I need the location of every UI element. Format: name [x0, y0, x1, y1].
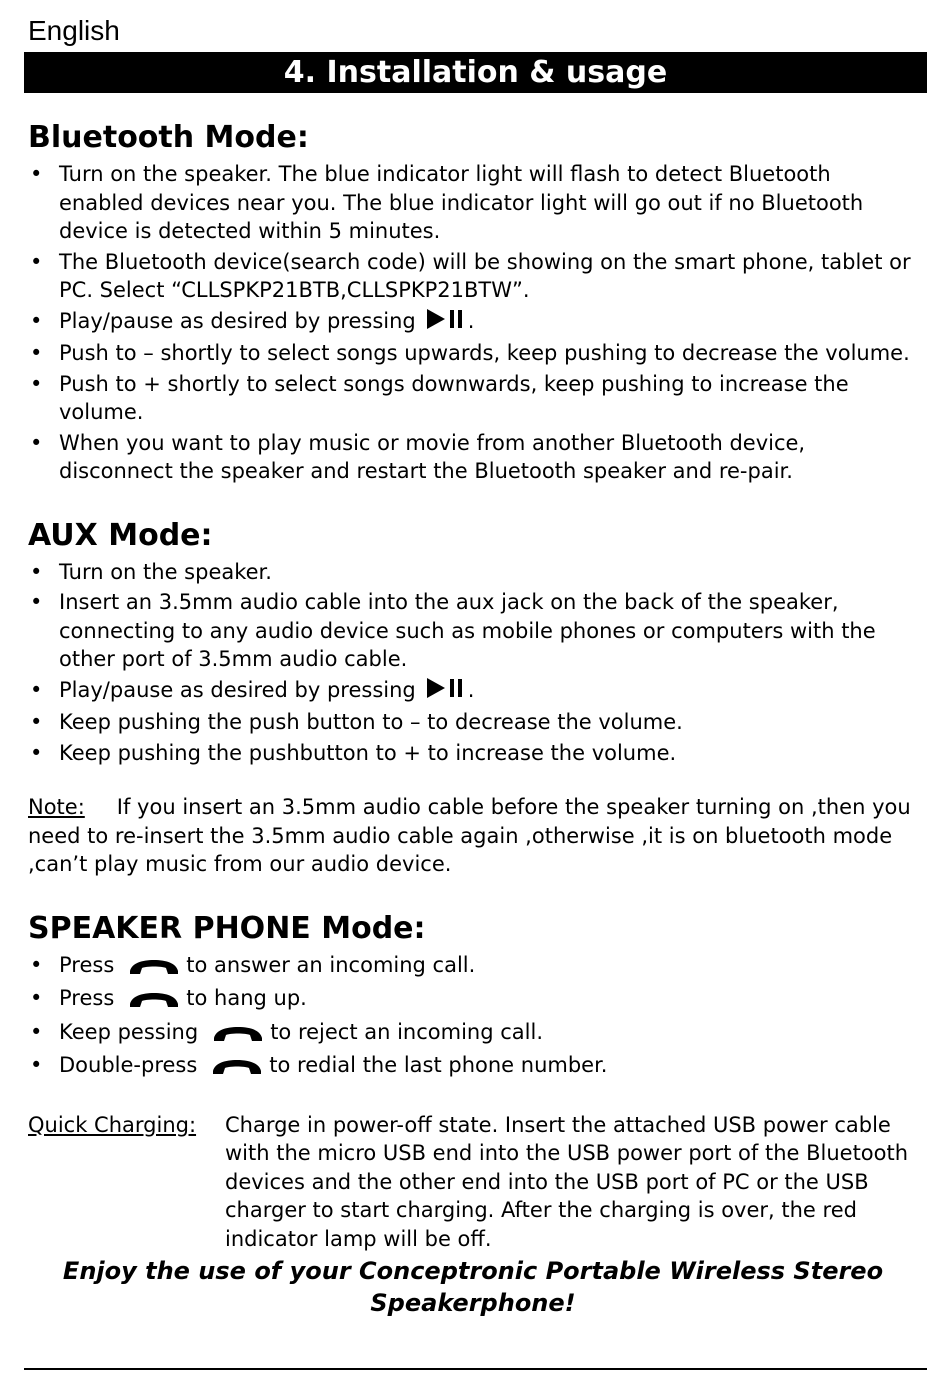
bluetooth-item-playpause — [28, 307, 918, 338]
bluetooth-heading: Bluetooth Mode: — [28, 120, 309, 155]
phone-handset-icon — [128, 987, 180, 1016]
quick-charging-text: Charge in power-off state. Insert the attached USB power cable with the micro USB end into the USB power port of the Bluetooth devices and the other end into the USB port of PC or the USB charger to start charging. After the charging is over, the red indicator lamp will be off. — [225, 1112, 909, 1251]
period: . — [467, 308, 475, 333]
aux-item-text: Play/pause as desired by pressing — [59, 677, 416, 702]
bluetooth-item: • The Bluetooth device(search code) will be showing on the smart phone, tablet or PC. Select “CLLSPKP21BTB,CLLSPKP21BTW”. — [28, 248, 918, 305]
bluetooth-item: • Push to + shortly to select songs downwards, keep pushing to increase the volume. — [28, 370, 918, 427]
speaker-phone-item-action: Keep pessing — [59, 1019, 199, 1044]
aux-item: • Insert an 3.5mm audio cable into the aux jack on the back of the speaker, connecting to any audio device such as mobile phones or computers with the other port of 3.5mm audio cable. — [28, 588, 918, 674]
bluetooth-item: • When you want to play music or movie from another Bluetooth device, disconnect the speaker and restart the Bluetooth speaker and re-pair. — [28, 429, 918, 486]
aux-item: • Keep pushing the push button to – to decrease the volume. — [28, 708, 918, 737]
note-text: If you insert an 3.5mm audio cable before the speaker turning on ,then you need to re-insert the 3.5mm audio cable again ,otherwise ,it is on bluetooth mode ,can’t play music from our audio device. — [28, 795, 911, 876]
speaker-phone-item — [28, 984, 918, 1016]
speaker-phone-item-result: to reject an incoming call. — [270, 1019, 544, 1044]
bluetooth-item: • Turn on the speaker. The blue indicator light will flash to detect Bluetooth enabled devices near you. The blue indicator light will go out if no Bluetooth device is detected within 5 minutes. — [28, 160, 918, 246]
bluetooth-item-text: Play/pause as desired by pressing — [59, 308, 416, 333]
aux-item-playpause — [28, 676, 918, 707]
speaker-phone-item-result: to redial the last phone number. — [269, 1053, 608, 1077]
speaker-phone-heading: SPEAKER PHONE Mode: — [28, 910, 426, 946]
aux-item: • Keep pushing the pushbutton to + to increase the volume. — [28, 739, 918, 768]
speaker-phone-list — [28, 951, 918, 1083]
aux-heading: AUX Mode: — [28, 517, 213, 553]
language-label: English — [28, 15, 120, 46]
quick-charging-paragraph — [28, 1111, 918, 1254]
period: . — [467, 677, 475, 702]
play-pause-icon — [426, 308, 464, 338]
bluetooth-list — [28, 160, 918, 486]
aux-item: • Turn on the speaker. — [28, 558, 918, 587]
section-title-banner: 4. Installation & usage — [24, 52, 927, 93]
closing-message: Enjoy the use of your Conceptronic Portable Wireless Stereo Speakerphone! — [62, 1257, 884, 1317]
speaker-phone-item — [28, 1018, 918, 1050]
bluetooth-item: • Push to – shortly to select songs upwards, keep pushing to decrease the volume. — [28, 339, 918, 368]
note-label: Note: — [28, 795, 85, 819]
speaker-phone-item-action: Press — [59, 986, 115, 1010]
page-content — [28, 118, 918, 1319]
speaker-phone-item — [28, 951, 918, 983]
phone-handset-icon — [212, 1021, 264, 1050]
speaker-phone-item-result: to hang up. — [186, 986, 307, 1010]
phone-handset-icon — [128, 954, 180, 983]
aux-list — [28, 558, 918, 768]
speaker-phone-item — [28, 1051, 918, 1083]
speaker-phone-item-action: Press — [59, 952, 115, 977]
speaker-phone-item-result: to answer an incoming call. — [186, 952, 476, 977]
speaker-phone-item-action: Double-press — [59, 1053, 198, 1077]
footer-rule — [24, 1368, 927, 1370]
play-pause-icon — [426, 677, 464, 707]
phone-handset-icon — [211, 1054, 263, 1083]
quick-charging-label: Quick Charging: — [28, 1112, 197, 1137]
note-paragraph — [28, 793, 918, 879]
